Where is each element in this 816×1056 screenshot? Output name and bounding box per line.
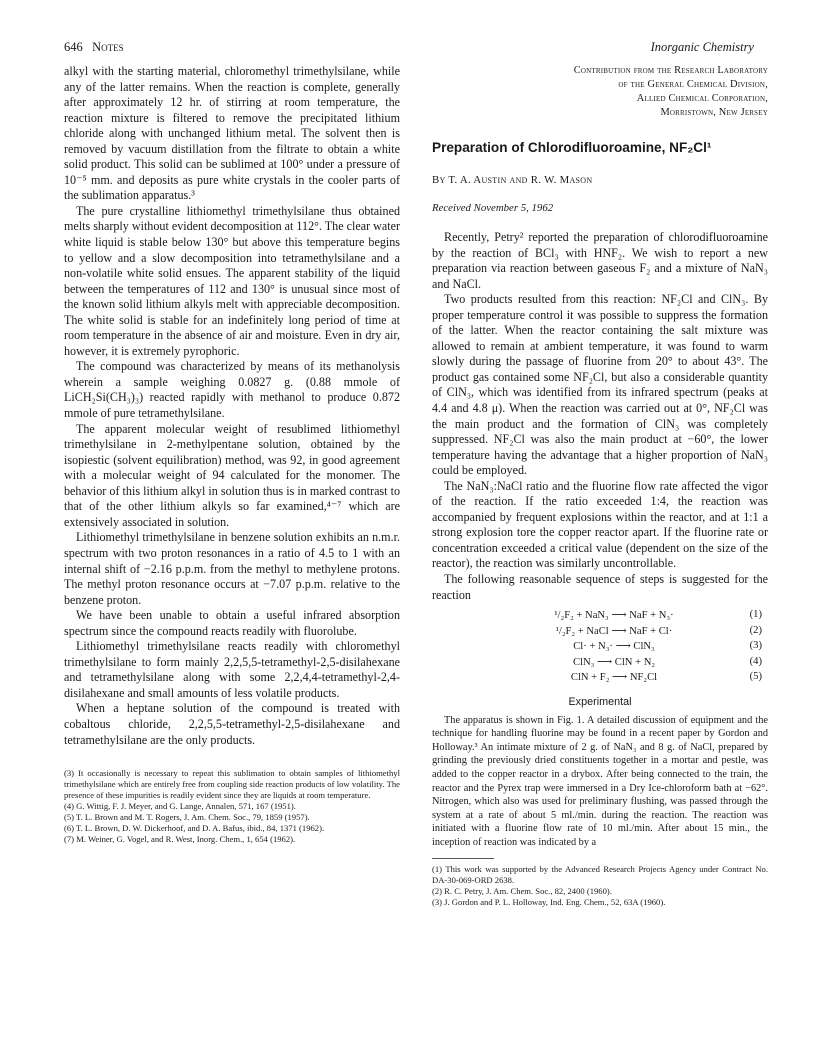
equation: ¹/₂F₂ + NaN₃ ⟶ NaF + N₃· [554,610,674,622]
contribution-line: of the General Chemical Division, [618,79,768,90]
left-footnote-7: (7) M. Weiner, G. Vogel, and R. West, Inorg. Chem., 1, 654 (1962). [64,834,296,845]
left-paragraph-2: The pure crystalline lithiomethyl trimethylsilane thus obtained melts sharply without evident decomposition at 112°. The clear water white liquid is stable below 130° but above this temperature begins to yellow and a slow decomposition into tetramethylsilane and a non-volatile white solid ensues. The apparent stability of the liquid between the temperatures of 112 and 130° is unusual since most of the known solid lithium alkyls melt with appreciable decomposition. The white solid is stable for an indefinitely long period of time at room temperature in the absence of air and moisture. Even in dry air, however, it is extremely pyrophoric. [64,203,400,358]
left-paragraph-4: The apparent molecular weight of resublimed lithiomethyl trimethylsilane in 2-methylpentane solution, obtained by the isopiestic (solvent equilibration) method, was 92, in good agreement with a molecular weight of 94 calculated for the monomer. The behavior of this lithium alkyl in solution thus is in marked contrast to that of the other lithium alkyls so far examined,⁴⁻⁷ which are extensively associated in solution. [64,421,400,529]
equation-row [432,656,768,672]
contribution-line: Contribution from the Research Laboratory [573,65,768,76]
left-paragraph-1: alkyl with the starting material, chloromethyl trimethylsilane, while any of the latter remains. When the reaction is complete, generally after approximately 12 hr. of stirring at room temperature, the reaction mixture is filtered to remove the precipitated lithium chloride along with unchanged lithium metal. The solvent then is removed by vacuum distillation from the filtrate to obtain a white solid product. This solid can be sublimed at 100° under a pressure of 10⁻⁵ mm. and deposits as pure white crystals in the cooler parts of the sublimation apparatus.³ [64,64,400,203]
page-header [64,40,754,56]
reaction-equations [432,609,768,687]
left-footnote-6: (6) T. L. Brown, D. W. Dickerhoof, and D. A. Bafus, ibid., 84, 1371 (1962). [64,823,325,834]
equation-number: (2) [749,624,762,636]
equation-number: (3) [749,640,762,652]
equation: Cl· + N₃· ⟶ ClN₃ [573,641,655,653]
equation: ClN₃ ⟶ ClN + N₂ [572,656,656,668]
right-footnote-3: (3) J. Gordon and P. L. Holloway, Ind. Eng. Chem., 52, 63A (1960). [432,896,666,907]
equation-row [432,671,768,687]
equation-number: (4) [749,655,762,667]
experimental-heading: Experimental [568,695,632,708]
experimental-paragraph: The apparatus is shown in Fig. 1. A detailed discussion of equipment and the technique for handling fluorine may be found in a recent paper by Gordon and Holloway.³ An intimate mixture of 2 g. of NaN₃ and 8 g. of NaCl, prepared by grinding the previously dried constituents together in a mortar and pestle, was added to the copper reactor in a drybox. After being connected to the train, the reactor and the Pyrex trap were immersed in a Dry Ice-chloroform bath at −62°. Nitrogen, which also was used for preliminary flushing, was passed through the system at a rate of about 5 ml./min. during the reaction. The reaction was initiated with a fluorine flow rate of 10 ml./min. After about 15 min., the inception of reaction was indicated by a [432,714,768,848]
equation-number: (1) [749,609,762,621]
right-footnote-1: (1) This work was supported by the Advanced Research Projects Agency under Contract No. DA-30-069-ORD 2638. [432,863,768,885]
equation: ClN + F₂ ⟶ NF₂Cl [570,672,658,684]
section-name: Notes [92,40,124,54]
page-number: 646 [64,40,83,54]
right-footnote-2: (2) R. C. Petry, J. Am. Chem. Soc., 82, 2400 (1960). [432,885,612,896]
right-paragraph-4: The following reasonable sequence of steps is suggested for the reaction [432,572,768,602]
received-date: Received November 5, 1962 [432,202,554,214]
journal-name: Inorganic Chemistry [650,40,754,54]
page-number-and-section [64,40,124,55]
contribution-line: Allied Chemical Corporation, [636,93,768,104]
left-footnote-3: (3) It occasionally is necessary to repeat this sublimation to obtain samples of lithiomethyl trimethylsilane which are entirely free from coupling side reaction products of low volatility. The presence of these impurities is readily evident since they are liquids at room temperature. [64,768,400,801]
equation-number: (5) [749,671,762,683]
right-paragraph-3: The NaN₃:NaCl ratio and the fluorine flow rate affected the vigor of the reaction. If the ratio exceeded 1:4, the reaction was accompanied by frequent explosions within the reactor, and at 1:1 a strong explosion tore the copper reactor apart. If the fluorine rate or concentration exceeded a critical value (dependent on the size of the reactor), the reaction was similarly uncontrollable. [432,478,768,571]
right-paragraph-2: Two products resulted from this reaction: NF₂Cl and ClN₃. By proper temperature control it was possible to suppress the formation of the latter. When the reactor containing the salt mixture was allowed to remain at ambient temperature, it was found to warm slowly during the passage of fluorine from 20° to about 43°. The product gas contained some NF₂Cl, but also a considerable quantity of ClN₃, which was identified from its infrared spectrum (peaks at 4.4 and 4.8 μ). When the reaction was carried out at 0°, NF₂Cl was the main product and the formation of ClN₃ was completely suppressed. NF₂Cl was also the main product at −60°, the lower temperature having the advantage that a higher proportion of NaN₃ could be employed. [432,292,768,478]
contribution-line: Morristown, New Jersey [660,107,768,118]
article-authors: By T. A. Austin and R. W. Mason [432,174,593,186]
article-title: Preparation of Chlorodifluoroamine, NF₂Cl¹ [432,140,712,155]
right-column [432,64,768,908]
contribution-block [432,64,768,120]
equation-row [432,625,768,641]
left-paragraph-6: We have been unable to obtain a useful infrared absorption spectrum since the compound reacts readily with fluorolube. [64,608,400,638]
equation-row [432,609,768,625]
left-paragraph-3: The compound was characterized by means of its methanolysis wherein a sample weighing 0.0827 g. (0.88 mmole of LiCH₂Si(CH₃)₃) reacted rapidly with methanol to produce 0.872 mmole of pure tetramethylsilane. [64,359,400,421]
left-column [64,64,400,845]
left-footnote-5: (5) T. L. Brown and M. T. Rogers, J. Am. Chem. Soc., 79, 1859 (1957). [64,812,310,823]
equation-row [432,640,768,656]
left-paragraph-8: When a heptane solution of the compound is treated with cobaltous chloride, 2,2,5,5-tetramethyl-2,5-disilahexane and tetramethylsilane are the only products. [64,701,400,747]
left-paragraph-5: Lithiomethyl trimethylsilane in benzene solution exhibits an n.m.r. spectrum with two proton resonances in a ratio of 4.5 to 1 with an internal shift of −2.16 p.p.m. from the methyl to methylene protons. The methyl proton resonance occurs at −7.07 p.p.m. relative to the benzene proton. [64,530,400,607]
left-footnote-4: (4) G. Wittig, F. J. Meyer, and G. Lange, Annalen, 571, 167 (1951). [64,801,296,812]
left-paragraph-7: Lithiomethyl trimethylsilane reacts readily with chloromethyl trimethylsilane to form mainly 2,2,5,5-tetramethyl-2,5-disilahexane and tetramethylsilane along with some 2,2,4,4-tetramethyl-2,4-disilahexane and small amounts of less volatile products. [64,639,400,700]
footnote-divider [432,858,494,859]
equation: ¹/₂F₂ + NaCl ⟶ NaF + Cl· [555,625,673,637]
right-paragraph-1: Recently, Petry² reported the preparation of chlorodifluoroamine by the reaction of BCl₃ with HNF₂. We wish to report a new preparation via reaction between gaseous F₂ and a mixture of NaN₃ and NaCl. [432,230,768,291]
